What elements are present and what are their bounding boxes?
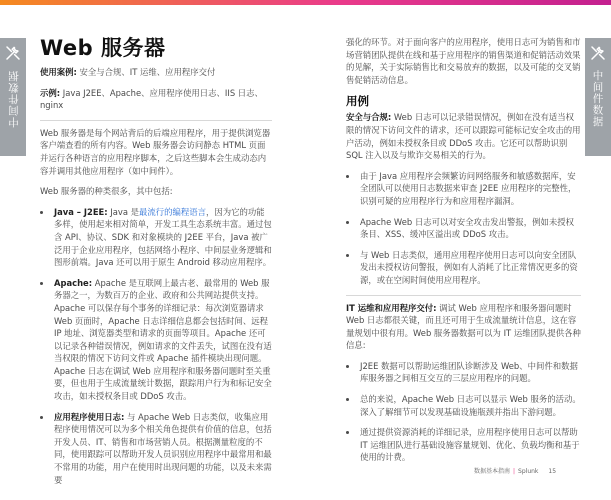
top-accent-bar: [0, 0, 611, 5]
programming-language-link[interactable]: 最流行的编程语言: [139, 206, 207, 217]
security-list: [346, 170, 581, 287]
intro-paragraph: Web 服务器是每个网站背后的后端应用程序，用于提供浏览器客户端查看的所有内容。Web 服务器会访问静态 HTML 页面并运行各种语言的应用程序脚本，之后这些脚本会生成动态内容并调用其他应用程序（如中间件）。: [40, 127, 271, 176]
sidebar-tab-right: [585, 38, 611, 156]
it-ops-list: [346, 360, 581, 464]
brand-name: Splunk: [518, 468, 539, 475]
left-column: [40, 36, 272, 494]
tools-icon: [589, 44, 607, 62]
divider: [346, 295, 581, 296]
list-item: • 总的来说，Apache Web 日志可以显示 Web 服务的活动。深入了解细节可以发现基础设施瓶颈并指出下游问题。: [358, 393, 581, 418]
server-kinds-list: [40, 206, 272, 486]
kinds-paragraph: Web 服务器的种类很多，其中包括:: [40, 186, 173, 197]
right-column: [346, 36, 581, 472]
list-item: • Apache Web 日志可以对安全攻击发出警报，例如未授权条目、XSS、缓冲区溢出或 DDoS 攻击。: [358, 216, 581, 241]
usecase-heading: 用例: [346, 94, 369, 109]
list-item: • J2EE 数据可以帮助运维团队诊断涉及 Web、中间件和数据库服务器之间相互交互的三层应用程序的问题。: [358, 360, 581, 385]
list-item: • 由于 Java 应用程序会频繁访问网络服务和敏感数据库，安全团队可以使用日志数据来审查 J2EE 应用程序的完整性，识别可疑的应用程序行为和应用程序漏洞。: [358, 170, 581, 208]
sidebar-label: 中间件数据: [7, 70, 20, 128]
sidebar-label: 中间件数据: [591, 70, 604, 128]
list-item: • Apache: Apache 是互联网上最古老、最常用的 Web 服务器之一，为数百万的企业、政府和公共网站提供支持。Apache 可以保存每个事务的详细记录：每次浏览器请求 Web 页面时，Apache 日志详细信息都会包括时间、远程 IP 地址、浏览器类型和请求的页面等项目。Apache 还可以记录各种错误情况，例如请求的文件丢失，试图在没有适当权限的情况下访问文件或 Apache 插件模块出现问题。Apache 日志在调试 Web 应用程序和服务器问题时至关重要，但也用于生成流量统计数据，跟踪用户行为和标记安全攻击，如未授权条目或 DDoS 攻击。: [52, 277, 272, 403]
example-line: 示例: Java J2EE、Apache、应用程序使用日志、IIS 日志、nginx: [40, 87, 263, 111]
page-title: Web 服务器: [40, 36, 166, 60]
guide-title: 数据基本指南: [474, 468, 511, 475]
tools-icon: [4, 44, 22, 62]
security-paragraph: 安全与合规: Web 日志可以记录错误情况，例如在没有适当权限的情况下访问文件的请求，还可以跟踪可能标记安全攻击的用户活动，例如未授权条目或 DDoS 攻击。它还可以帮助识别 SQL 注入以及与欺诈交易相关的行为。: [346, 112, 581, 161]
sidebar-tab-left: [0, 38, 26, 156]
usecase-line: 使用案例: 安全与合规、IT 运维、应用程序交付: [40, 67, 216, 77]
list-item: • 通过提供资源消耗的详细记录，应用程序使用日志可以帮助 IT 运维团队进行基础设施容量规划、优化、负载均衡和基于使用的计费。: [358, 426, 581, 464]
list-item: • Java – J2EE: Java 是最流行的编程语言，因为它的功能多样，使用起来相对简单，开发工具生态系统丰富。通过包含 API、协议、SDK 和对象模块的 J2EE 平台，Java 被广泛用于企业应用程序，包括网络小程序、中间层业务逻辑和图形前端。Java 还可以用于原生 Android 移动应用程序。: [52, 206, 272, 269]
divider: [40, 120, 272, 121]
page-number: 15: [548, 468, 557, 475]
continued-paragraph: 强化的环节。对于面向客户的应用程序，使用日志可为销售和市场营销团队提供在线和基于应用程序的销售渠道和促销活动效果的见解，关于实际销售比和交易放弃的数据，以及可能的交叉销售促销活动信息。: [346, 37, 581, 85]
list-item: • 与 Web 日志类似，通用应用程序使用日志可以向安全团队发出未授权访问警报，例如有人消耗了比正常情况更多的资源，或在空闲时间使用应用程序。: [358, 249, 581, 287]
page-footer: 数据基本指南 | Splunk 15: [474, 468, 557, 475]
it-ops-paragraph: IT 运维和应用程序交付: 调试 Web 应用程序和服务器问题时 Web 日志都很关键，而且还可用于生成流量统计信息，这在容量规划中很有用。Web 服务器数据可以为 IT 运维团队提供各种信息:: [346, 302, 581, 351]
list-item: • 应用程序使用日志: 与 Apache Web 日志类似，收集应用程序使用情况可以为多个相关角色提供有价值的信息，包括开发人员、IT、销售和市场营销人员。根据测量粒度的不同，使用跟踪可以帮助开发人员识别应用程序中最常用和最不常用的功能，用户在使用时出现问题的功能，以及未来需要: [52, 411, 272, 487]
